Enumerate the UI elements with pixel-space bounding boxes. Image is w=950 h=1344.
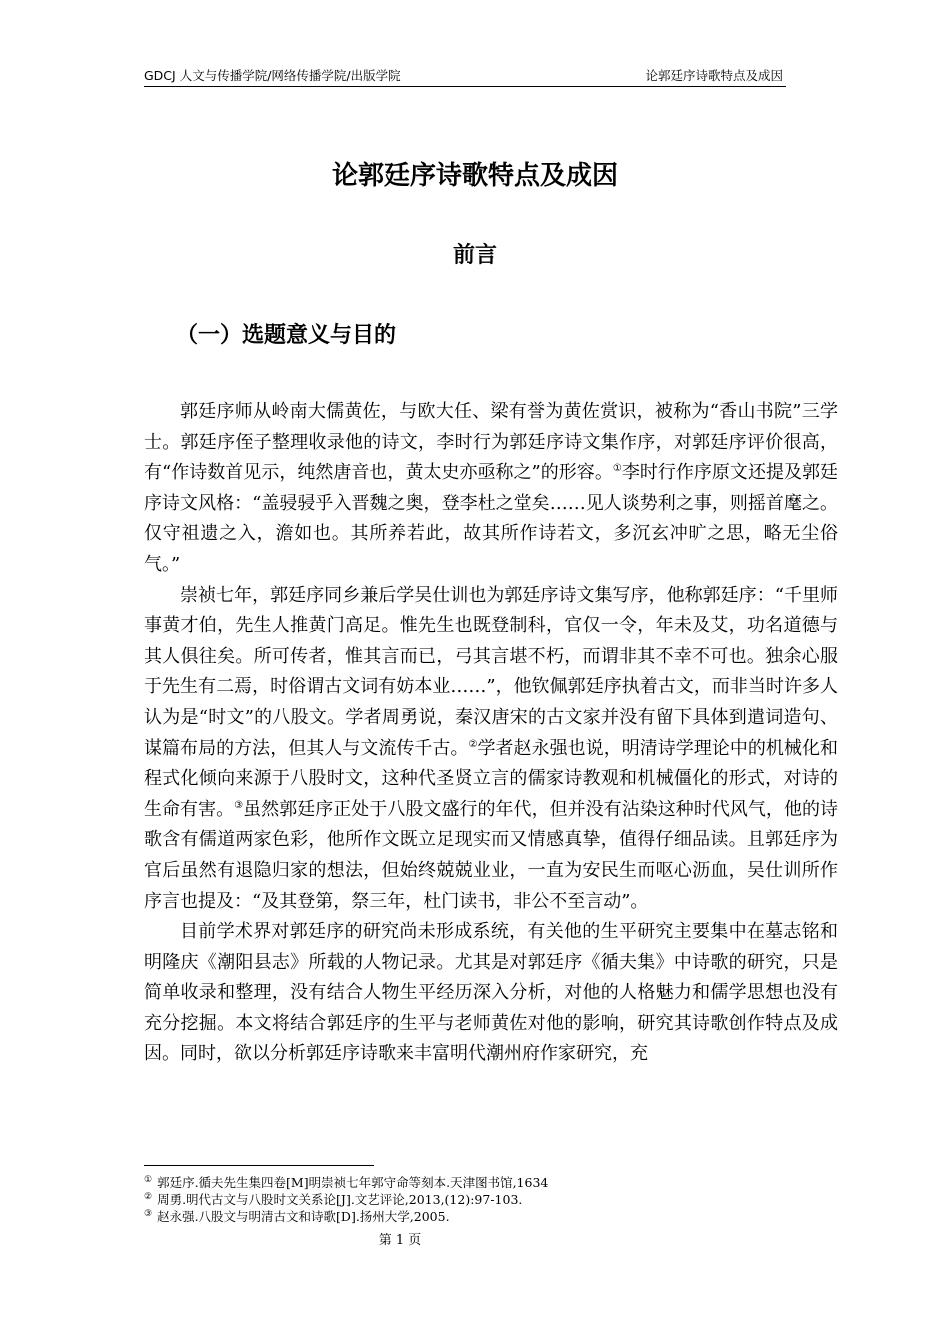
page-header (144, 68, 786, 87)
footnotes (144, 1174, 844, 1225)
footnote-mark: ② (144, 1191, 153, 1202)
body-text (144, 397, 838, 1070)
footnote-ref-2[interactable]: ② (468, 738, 478, 750)
paragraph-3: 目前学术界对郭廷序的研究尚未形成系统，有关他的生平研究主要集中在墓志铭和明隆庆《潮阳县志》所载的人物记录。尤其是对郭廷序《循夫集》中诗歌的研究，只是简单收录和整理，没有结合人物生平经历深入分析，对他的人格魅力和儒学思想也没有充分挖掘。本文将结合郭廷序的生平与老师黄佐对他的影响，研究其诗歌创作特点及成因。同时，欲以分析郭廷序诗歌来丰富明代潮州府作家研究，充 (144, 921, 838, 1065)
footnote-1: ① 郭廷序.循夫先生集四卷[M]明崇祯七年郭守命等刻本.天津图书馆,1634 (144, 1174, 549, 1190)
footnote-2: ② 周勇.明代古文与八股时文关系论[J].文艺评论,2013,(12):97-103. (144, 1191, 523, 1207)
footnote-separator (144, 1165, 374, 1166)
footnote-mark: ① (144, 1174, 153, 1185)
section-heading: 前言 (452, 243, 497, 268)
header-running-title: 论郭廷序诗歌特点及成因 (645, 68, 783, 83)
page-number: 第 1 页 (378, 1233, 422, 1248)
paragraph-1: 郭廷序师从岭南大儒黄佐，与欧大任、梁有誉为黄佐赏识，被称为“香山书院”三学士。郭廷序侄子整理收录他的诗文，李时行为郭廷序诗文集作序，对郭廷序评价很高，有“作诗数首见示，纯然唐音也，黄太史亦亟称之”的形容。①李时行作序原文还提及郭廷序诗文风格：“盖骎骎乎入晋魏之奥，登李杜之堂矣……见人谈势利之事，则摇首麾之。仅守祖遗之入，澹如也。其所养若此，故其所作诗若文，多沉玄冲旷之思，略无尘俗气。” (144, 401, 839, 575)
footnote-ref-3[interactable]: ③ (234, 799, 244, 811)
footnote-3: ③ 赵永强.八股文与明清古文和诗歌[D].扬州大学,2005. (144, 1208, 450, 1224)
header-institution: GDCJ 人文与传播学院/网络传播学院/出版学院 (144, 68, 401, 83)
footnote-mark: ③ (144, 1208, 153, 1219)
paragraph-2: 崇祯七年，郭廷序同乡兼后学吴仕训也为郭廷序诗文集写序，他称郭廷序：“千里师事黄才伯，先生人推黄门高足。惟先生也既登制科，官仅一令，年未及艾，功名道德与其人俱往矣。所可传者，惟其言而已，弓其言堪不朽，而谓非其不幸不可也。独余心服于先生有二焉，时俗谓古文词有妨本业……”，他钦佩郭廷序执着古文，而非当时许多人认为是“时文”的八股文。学者周勇说，秦汉唐宋的古文家并没有留下具体到遣词造句、谋篇布局的方法，但其人与文流传千古。②学者赵永强也说，明清诗学理论中的机械化和程式化倾向来源于八股时文，这种代圣贤立言的儒家诗教观和机械僵化的形式，对诗的生命有害。③虽然郭廷序正处于八股文盛行的年代，但并没有沾染这种时代风气，他的诗歌含有儒道两家色彩，他所作文既立足现实而又情感真挚，值得仔细品读。且郭廷序为官后虽然有退隐归家的想法，但始终兢兢业业，一直为安民生而呕心沥血，吴仕训所作序言也提及：“及其登第，祭三年，杜门读书，非公不至言动”。 (144, 584, 839, 912)
footnote-ref-1[interactable]: ① (612, 463, 622, 475)
document-title: 论郭廷序诗歌特点及成因 (331, 161, 618, 191)
subsection-heading: （一）选题意义与目的 (176, 323, 397, 348)
